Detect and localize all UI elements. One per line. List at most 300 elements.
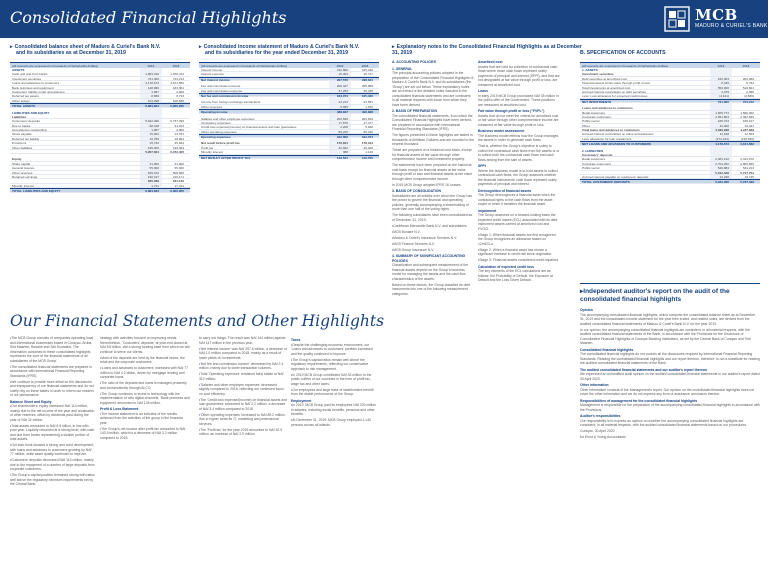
paragraph: • Despite the challenging economic environment, our 'Loans and advances to customers' portfolio increased and the quality continued to improve. xyxy=(291,343,379,357)
paragraph: We expressed an unmodified audit opinion on the audited consolidated financial statements in our auditor's report dated 30 April 2020. xyxy=(580,372,760,381)
paragraph: Management is responsible for the preparation of the accompanying consolidated financial highlights in accordance with the Provisions. xyxy=(580,403,761,412)
section-heading: A. ACCOUNTING POLICIES xyxy=(392,60,436,64)
row-value-current: 176,841 xyxy=(336,141,348,146)
row-label: Due to banks xyxy=(12,123,31,128)
paragraph: The consolidated financial highlights do not contain all the disclosures required by International Financial Reporting Standards. Reading the consolidated financial highlights and our report thereon, therefore, is not a substitute for reading the audited consolidated financial statements of the Bank. xyxy=(580,352,760,365)
row-value-prior: 1,566,302 xyxy=(740,110,754,115)
paragraph: • The Group continues to invest in technology with the implementation of new digital channels. 'Bank premises and equipment' amounted to NAf 149 million. xyxy=(100,392,190,406)
paragraph: In our opinion, the accompanying consolidated financial highlights are consistent, in all material respects, with the audited consolidated financial statements of the Bank, in accordance with the Provisions for the Disclosure of Consolidated Financial Highlights of Curaçao Banking Institutions, as set by the Central Bank of Curaçao and Sint Maarten. xyxy=(580,327,751,345)
paragraph: • We continue to provide more detail on the disclosures and transparency of our financial statements and do not solely rely on these tables in order to inform our readers of our performance. xyxy=(10,380,96,398)
auditor-separator xyxy=(580,283,760,284)
section-heading: The audited consolidated financial statements and our auditor's report thereon xyxy=(580,367,708,372)
row-value-prior: 202,069 xyxy=(742,76,754,81)
table-row xyxy=(199,155,379,159)
row-value-prior: 16,727 xyxy=(363,72,373,77)
row-label: Customers' deposits xyxy=(12,119,40,124)
row-value-current: 190,017 xyxy=(147,174,159,179)
row-label: Minority interest xyxy=(201,150,223,155)
row-label: Profit tax xyxy=(201,145,214,150)
paragraph: Our responsibility is to express an opinion on whether the accompanying consolidated financial highlights are consistent, in all material respects, with the audited consolidated financial statements based on our procedures. xyxy=(580,418,747,427)
paragraph: Classification and subsequent measurement of the financial assets depend on the Group's business model for managing the assets and the cash flow characteristics of the assets. xyxy=(392,263,469,281)
row-label: Corporate customers xyxy=(582,161,611,166)
paragraph: • 'Other operating expenses' increased to NAf 89.2 million, due to higher costs for IT, marketing and professional services. xyxy=(199,413,287,427)
paragraph: • Our employees and large base of stakeholders benefit from the stable performance of the Group. xyxy=(291,388,379,397)
paragraph: Assets that are held for collection of contractual cash flows where those cash flows represent solely payments of principal and interest (SPPI), and that are not designated at fair value through profit or loss, are measured at amortized cost. xyxy=(478,64,560,87)
income-statement-table xyxy=(199,62,379,159)
paragraph: The statements have been prepared on the historical cost basis except for financial assets at fair value through profit or loss and financial assets at fair value through other comprehensive income. xyxy=(392,163,473,181)
row-label: Accrued interest receivables on loans and advances xyxy=(582,132,654,137)
row-value-current: 4,178,673 xyxy=(715,142,729,147)
row-value-prior: 216,171 xyxy=(172,174,184,179)
row-label: Other liabilities xyxy=(12,145,33,150)
statements-col-2 xyxy=(100,336,190,564)
paragraph: for Ernst & Young Accountants xyxy=(580,435,626,439)
row-value-current: 5,612,348 xyxy=(715,170,729,175)
row-value-prior: 315,348 xyxy=(361,68,373,72)
units-note: (All amounts are expressed in thousands of Netherlands Antilles) xyxy=(12,64,99,68)
paragraph: • 'Net fee and commission income' decreased by NAf 2.4 million, mainly due to lower transaction volumes. xyxy=(199,362,287,371)
row-label: Interest income xyxy=(201,68,223,72)
row-value-prior: 203,819 xyxy=(361,116,373,121)
row-value-prior: (148,590) xyxy=(740,136,754,141)
row-value-current: 2,208 xyxy=(340,125,348,130)
row-value-current: 200,327 xyxy=(336,84,348,89)
row-label: Liabilities xyxy=(12,114,27,119)
row-value-current: 1,741 xyxy=(151,183,159,188)
row-label: Net fee and commission income xyxy=(201,93,249,98)
auditor-report-title: ▸Independent auditor's report on the audit of the consolidated financial highlights xyxy=(580,288,730,303)
section-heading: 2. BASIS OF PREPARATION xyxy=(392,109,437,113)
row-value-prior: 5,638 xyxy=(365,125,373,130)
logo-subtitle: MADURO & CURIEL'S BANK N.V. xyxy=(695,23,780,29)
row-value-prior: 190,464 xyxy=(172,145,184,150)
column-year: 2018 xyxy=(361,64,369,68)
paragraph: • Maduro & Curiel's Insurance Services N.V. xyxy=(392,236,474,241)
row-value-current: 16,000 xyxy=(719,123,729,128)
row-label: TOTAL ASSETS xyxy=(12,104,36,109)
paragraph: • Total 'Operating expenses' remained fairly stable at NAf 312 million. xyxy=(199,372,287,381)
row-value-prior: 2,869,565 xyxy=(740,161,754,166)
row-value-current: 1,987 xyxy=(151,89,159,94)
row-label: Accrued interest receivables on debt securities xyxy=(582,89,646,94)
row-label: Operating income xyxy=(201,110,228,115)
section-heading: 3. BASIS OF CONSOLIDATION xyxy=(392,189,441,193)
section-heading: Consolidated financial highlights xyxy=(580,347,634,352)
row-value-prior: 23,551 xyxy=(363,100,373,105)
row-label: Other operating expenses xyxy=(201,129,237,134)
row-value-prior: 811,136 xyxy=(172,179,184,184)
paragraph: The business model reflects how the Group manages the assets in order to generate cash flows. xyxy=(478,133,559,142)
row-value-current: 4,079 xyxy=(721,89,729,94)
row-value-current: 98,318 xyxy=(149,123,159,128)
page-title: Consolidated Financial Highlights xyxy=(10,8,287,27)
paragraph: strategy with activities focused on improving needs. Nevertheless, "Customers' deposits" at year-end closed at NAf 5.6 billion, still a strong funding base from which we will continue to serve our clients. xyxy=(100,336,190,354)
section-heading: 4. SUMMARY OF SIGNIFICANT ACCOUNTING POLICIES xyxy=(392,254,466,263)
row-value-current: 10,048 xyxy=(719,174,729,179)
row-value-current: 388 xyxy=(342,150,348,155)
row-value-current: 553,000 xyxy=(717,85,729,90)
row-value-current: 6,884,834 xyxy=(145,104,159,109)
row-value-prior: 165,430 xyxy=(361,93,373,98)
row-label: Other assets xyxy=(12,98,30,103)
row-value-prior: 17,477 xyxy=(363,120,373,125)
row-value-current: 721,300 xyxy=(717,99,729,104)
paragraph: • Customers' deposits decreased NAf 115 million, mainly due to the repayment of a number of large deposits from corporate customers. xyxy=(10,458,96,472)
row-value-current: 2,551,801 xyxy=(715,114,729,119)
paragraph: Assets that do not meet the criteria for amortized cost or fair value through other comprehensive income are measured at fair value through profit or loss. xyxy=(478,113,559,127)
row-value-current: 104,298 xyxy=(147,98,159,103)
section-heading: Impairment xyxy=(478,208,497,213)
row-label: NET RESULT AFTER PROFIT TAX xyxy=(201,155,251,160)
row-value-current: 312,880 xyxy=(336,68,348,72)
row-label: Public sector xyxy=(582,166,600,171)
row-value-current: 143,521 xyxy=(336,155,348,160)
paragraph: • At December 31, 2019, MCB Group employed 1,140 persons across all islands. xyxy=(291,418,379,427)
row-label: Retail customers xyxy=(582,110,606,115)
row-value-prior: 724,213 xyxy=(172,76,184,81)
section-heading: Employment xyxy=(291,398,312,403)
row-label: Net result before profit tax xyxy=(201,141,240,146)
paragraph: • MCB Bonaire N.V. xyxy=(392,230,474,235)
explanatory-notes-title: ▸ Explanatory notes to the Consolidated Financial Highlights as at December 31, 2019 xyxy=(392,44,582,57)
row-value-prior: 108,838 xyxy=(172,98,184,103)
row-value-current: 1,605,774 xyxy=(715,110,729,115)
paragraph: • The 'Profit tax' for the year 2019 amounted to NAf 32.9 million, an increase of NAf 2.5 million. xyxy=(199,428,287,437)
row-value-current: 160,303 xyxy=(717,76,729,81)
paragraph: Subsidiaries are all entities over which the Group has the power to govern the financial and operating policies, generally accompanying a shareholding of more than one half of the voting rights. xyxy=(392,193,472,211)
row-value-current: 148,996 xyxy=(147,85,159,90)
row-value-current: 2,704,252 xyxy=(715,161,729,166)
row-value-prior: 55,300 xyxy=(174,166,184,171)
row-value-prior: 19,421 xyxy=(744,123,754,128)
row-value-current: 15,732 xyxy=(149,141,159,146)
row-value-prior: 6,900,955 xyxy=(170,104,184,109)
row-value-prior: 2,365 xyxy=(746,89,754,94)
row-value-prior: 5,737,499 xyxy=(740,180,754,185)
row-label: Public sector xyxy=(582,119,600,124)
paragraph: to carry out things. The result was NAf 144 million against NAf 147 million in the previous year. xyxy=(199,336,286,345)
units-note: (All amounts are expressed in thousands of Netherlands Antilles) xyxy=(582,64,669,68)
spec-accounts-table xyxy=(580,62,760,184)
section-heading: Business model assessment xyxy=(478,129,525,133)
paragraph: • Total assets amounted to NAf 6.9 billion, in line with prior year. Liquidity remained at a strong level, with cash and due from banks representing a sizable portion of total assets. xyxy=(10,424,96,442)
row-value-prior: 508,665 xyxy=(172,170,184,175)
row-label: NET INVESTMENTS xyxy=(582,99,612,104)
logo-name: MCB xyxy=(695,6,738,24)
column-year: 2018 xyxy=(172,64,180,68)
paragraph: • 'Loans and advances to customers' increased with NAf 77 million to NAf 4.2 billion, driven by mortgage lending and corporate loans. xyxy=(100,366,190,380)
paragraph: Curaçao, 30 April 2020 xyxy=(580,429,615,433)
row-label: Investment securities xyxy=(12,76,42,81)
section-heading: Auditor's responsibilities xyxy=(580,414,621,418)
section-heading: SPPI xyxy=(478,164,486,168)
row-value-prior: 312,374 xyxy=(361,135,373,140)
row-value-prior: 5,737,499 xyxy=(170,119,184,124)
row-label: Retained earnings xyxy=(12,174,38,179)
row-value-current: 195,300 xyxy=(147,145,159,150)
row-label: Loans and advances to customers xyxy=(582,106,633,111)
row-label: ASSETS xyxy=(12,68,25,72)
row-value-current: 11,618 xyxy=(719,132,729,137)
column-year: 2018 xyxy=(742,64,750,68)
paragraph: • The income statement is an indicator of the results achieved from the activities of the group in the financial year. xyxy=(100,412,190,426)
row-label: Deferred tax assets xyxy=(12,94,39,99)
section-heading: Balance Sheet and Equity xyxy=(10,399,52,404)
row-value-prior: 85,440 xyxy=(363,129,373,134)
paragraph: • Caribbean Mercantile Bank N.V. and subsidiaries xyxy=(392,224,474,229)
table-row xyxy=(580,179,760,183)
section-heading: Profit & Loss Statement xyxy=(100,407,139,411)
row-label: TOTAL CUSTOMERS' DEPOSITS xyxy=(582,180,630,185)
row-value-prior: 516,601 xyxy=(742,85,754,90)
row-value-current: 5,955 xyxy=(340,104,348,109)
row-value-current: 163,074 xyxy=(336,93,348,98)
paragraph: The following subsidiaries have been consolidated as of December 31, 2019: xyxy=(392,213,473,222)
balance-sheet-table xyxy=(10,62,190,193)
spec-accounts-title: B. SPECIFICATION OF ACCOUNTS xyxy=(580,50,666,56)
row-value-prior: 2,462,839 xyxy=(740,114,754,119)
section-heading: Responsibilities of management for the consolidated financial highlights xyxy=(580,398,698,403)
row-value-current: 4,339,298 xyxy=(715,128,729,133)
paragraph: Other information consists of the Management's report. Our opinion on the consolidated financial highlights does not cover the other information and we do not express any form of assurance conclusion thereon. xyxy=(580,387,755,396)
row-value-current: 8,869 xyxy=(151,94,159,99)
paragraph: • The Group's net income after profit tax amounted to NAf 143.5 million, which is a decrease of NAf 3.2 million compared to 2018. xyxy=(100,427,190,441)
paragraph: These are prepared on a historical cost basis, except for financial assets at fair value through other comprehensive income and investment property. xyxy=(392,148,472,161)
row-value-current: 1,803,910 xyxy=(145,72,159,77)
row-label: Investment securities xyxy=(582,72,614,77)
balance-sheet-title: ▸ Consolidated balance sheet of Maduro & Curiel's Bank N.V. and its subsidiaries as at December 31, 2019 xyxy=(10,44,161,57)
row-label: Accrued interest payable on customers' deposits xyxy=(582,174,649,179)
column-year: 2019 xyxy=(336,64,344,68)
row-label: Occupancy expenses xyxy=(201,120,231,125)
paragraph: • The ratio of the deposits and loans is managed prudently and conservatively through ALCO. xyxy=(100,381,190,390)
row-value-prior: (2,586) xyxy=(744,94,754,99)
row-value-prior: 2,900 xyxy=(176,89,184,94)
row-value-prior: 178,314 xyxy=(361,141,373,146)
paragraph: Where the business model is to hold assets to collect contractual cash flows, the Group assesses whether the financial instruments' cash flows represent solely payments of principal and interest. xyxy=(478,168,558,186)
row-label: Financial assets at fair value through profit or loss xyxy=(582,81,651,86)
row-label: Total investments at amortized cost xyxy=(582,85,631,90)
row-label: Corporate customers xyxy=(582,114,611,119)
row-value-current: 10,789 xyxy=(149,136,159,141)
row-value-prior: 31,000 xyxy=(174,161,184,166)
paragraph: • The Group's capital ratios remain well above the regulatory requirements, reflecting our conservative approach to risk management. xyxy=(291,358,379,372)
row-value-current: (4,421) xyxy=(719,94,729,99)
row-value-current: 649,152 xyxy=(147,170,159,175)
paragraph: • In 2019 MCB Group contributed NAf 33 million to the public coffers of our countries in the form of profit tax, wage tax and other taxes. xyxy=(291,373,379,387)
row-value-prior: 1,149 xyxy=(365,150,373,155)
row-label: Acceptances outstanding xyxy=(12,128,47,133)
paragraph: The Group assesses on a forward-looking basis the expected credit losses (ECL) associated with its debt instrument assets carried at amortized cost and FVOCI. xyxy=(478,213,558,231)
paragraph: The key elements of the ECL calculations are as follows: the Probability of Default, the Exposure at Default and the Loss Given Default. xyxy=(478,269,553,282)
row-value-current: 23,213 xyxy=(338,100,348,105)
auditor-report-body xyxy=(580,306,760,564)
row-label: NET LOANS AND ADVANCES TO CUSTOMERS xyxy=(582,142,651,147)
section-heading: Derecognition of financial assets xyxy=(478,188,532,193)
row-value-prior: 5,764 xyxy=(746,81,754,86)
row-value-prior: 4,237,669 xyxy=(740,128,754,133)
row-value-current: 526,884 xyxy=(717,166,729,171)
row-value-current: 31,000 xyxy=(149,161,159,166)
row-value-prior: 6,900,955 xyxy=(170,189,184,194)
row-value-current: 2,381,212 xyxy=(715,157,729,162)
row-value-prior: 298,621 xyxy=(361,77,373,82)
row-label: Total loans and advances to customers xyxy=(582,128,640,133)
row-value-current: 8,339 xyxy=(721,81,729,86)
mcb-emblem-icon xyxy=(664,6,690,32)
paragraph: • MCB Finance Services N.V. xyxy=(392,242,474,247)
paragraph: • Stage 1: When financial assets are first recognized, the Group recognizes an allowance based on 12mECLs. xyxy=(478,233,560,247)
paragraph: The figures presented in these highlights are stated in thousands of Antillean Guilders and are rounded to the nearest thousand. xyxy=(392,133,474,146)
statements-col-3 xyxy=(199,336,287,564)
row-value-prior: 25,844 xyxy=(174,141,184,146)
section-heading: Taxes xyxy=(291,338,301,342)
row-label: Customers' liability under acceptances xyxy=(12,89,65,94)
row-value-prior: 19,745 xyxy=(744,174,754,179)
paragraph: • The 'Credit loss expense/(income) on financial assets and loan guarantees' amounted to NAf 2.2 million, a decrease of NAf 3.4 million compared to 2018. xyxy=(199,398,287,412)
row-value-current: 5,622,396 xyxy=(145,119,159,124)
row-label: Other revenues xyxy=(201,104,223,109)
paragraph: The principal accounting policies adopted in the preparation of the Consolidated Financial Highlights of Maduro & Curiel's Bank N.V. and its subsidiaries (the 'Group') are set out below. These explanatory notes are an extract of the detailed notes included in the consolidated financial statements and are consistent in all material respects with those from which they have been derived. xyxy=(392,71,474,107)
row-label: Less: Loss allowance for expected credit losses xyxy=(582,94,648,99)
paragraph: • Stage 2: When a financial asset has shown a significant increase in credit risk since origination. xyxy=(478,248,560,257)
paragraph: • 'Salaries and other employee expenses' decreased slightly compared to 2018, reflecting our continued focus on cost efficiency. xyxy=(199,383,287,397)
row-value-prior: 91,103 xyxy=(174,123,184,128)
row-value-current: 297,576 xyxy=(336,77,348,82)
row-value-prior: 1,878,413 xyxy=(170,72,184,77)
statements-col-1 xyxy=(10,336,96,564)
section-heading: Fair value through profit or loss ("FVPL") xyxy=(478,109,545,113)
paragraph: The Group derecognizes a financial asset when the contractual rights to the cash flows from the asset expire or when it transfers the financial asset. xyxy=(478,193,556,206)
income-statement-title: ▸ Consolidated income statement of Maduro & Curiel's Bank N.V. and its subsidiaries for the year ended December 31, 2019 xyxy=(199,44,360,57)
row-label: Income from foreign exchange transactions xyxy=(201,100,261,105)
paragraph: In 2019 MCB Group adopted IFRS 16 Leases. xyxy=(392,182,462,187)
explanatory-notes-col-1 xyxy=(392,58,474,563)
row-label: Share capital xyxy=(12,161,31,166)
row-value-prior: 163,381 xyxy=(172,85,184,90)
row-value-prior: 17,414 xyxy=(174,183,184,188)
row-label: Customers' deposits xyxy=(582,153,613,158)
row-value-current: 1,987 xyxy=(151,128,159,133)
row-label: Minority interest xyxy=(12,183,34,188)
row-value-prior: 13,791 xyxy=(174,132,184,137)
row-label: 1. ASSETS xyxy=(582,68,598,72)
paragraph: • The MCB Group consists of companies operating local and international businesses based in Curaçao, Aruba, Sint Maarten, Bonaire and Sint Eustatius. The information contained in these consolidated highlights represents the core of the financial statements of all subsidiaries of the MCB Group. xyxy=(10,336,96,363)
row-value-current: (172,243) xyxy=(715,136,729,141)
row-label: Other xyxy=(582,123,590,128)
row-value-prior: 205,868 xyxy=(361,84,373,89)
row-label: Other reserves xyxy=(12,170,33,175)
statements-col-4 xyxy=(291,336,379,564)
row-value-prior: 40,438 xyxy=(363,88,373,93)
paragraph: In early 2019 MCB Group purchased NAf 35 million in the public offer of the Government. These positions are measured at amortized cost. xyxy=(478,93,559,107)
paragraph: The accompanying consolidated financial highlights, which comprise the consolidated balance sheet as at December 31, 2019 and the consolidated income statement for the year then ended, and related notes, are derived from the audited consolidated financial statements of Maduro & Curiel's Bank N.V. for the year 2019. xyxy=(580,312,756,326)
row-value-current: 925,469 xyxy=(147,179,159,184)
row-label: Salaries and other employee expenses xyxy=(201,116,255,121)
row-label: Operating expenses xyxy=(201,135,231,140)
row-label: 2. LIABILITIES xyxy=(582,148,604,153)
row-value-prior: 12,503 xyxy=(744,132,754,137)
row-value-prior: 10,804 xyxy=(174,136,184,141)
section-heading: 1. GENERAL xyxy=(392,66,413,71)
row-label: Provisions xyxy=(12,141,27,146)
column-year: 2019 xyxy=(147,64,155,68)
paragraph: • MCB Group Insurance N.V. xyxy=(392,248,474,253)
row-value-prior: 8,713 xyxy=(176,94,184,99)
row-value-current: 37,253 xyxy=(338,88,348,93)
row-label: Fee and commission expense xyxy=(201,88,243,93)
row-label: Credit loss expense/(income) on financial assets and loan guarantees xyxy=(201,125,297,130)
table-row xyxy=(10,188,190,192)
row-label: General reserve xyxy=(12,166,35,171)
row-value-current: 5,622,396 xyxy=(715,180,729,185)
column-year: 2019 xyxy=(717,64,725,68)
row-label: Less: allowance for loan impairment xyxy=(582,136,632,141)
row-value-current: 488,847 xyxy=(336,110,348,115)
row-value-current: 32,932 xyxy=(338,145,348,150)
row-value-current: 6,884,834 xyxy=(145,189,159,194)
row-label: Loans and advances to customers xyxy=(12,81,60,86)
section-heading: Other information xyxy=(580,383,609,387)
row-value-current: 312,006 xyxy=(336,135,348,140)
row-label: Fee and commission income xyxy=(201,84,241,89)
section-heading: Loans xyxy=(478,89,488,93)
row-value-prior: 4,101,582 xyxy=(170,81,184,86)
row-value-current: 721,300 xyxy=(147,76,159,81)
row-value-current: 5,957,624 xyxy=(145,150,159,155)
row-value-current: 202,699 xyxy=(336,116,348,121)
row-value-prior: 6,072,405 xyxy=(170,150,184,155)
row-value-current: 89,220 xyxy=(338,129,348,134)
units-note: (All amounts are expressed in thousands of Netherlands Antilles) xyxy=(201,64,288,68)
row-label: Retail customers xyxy=(582,157,606,162)
row-value-prior: 146,765 xyxy=(361,155,373,160)
explanatory-notes-col-2 xyxy=(478,58,560,563)
paragraph: • Stage 3: Financial assets considered credit-impaired. xyxy=(478,258,560,263)
row-value-prior: 4,101,582 xyxy=(740,142,754,147)
row-label: Debt securities at amortized cost xyxy=(582,76,627,81)
row-label: Taxes payable xyxy=(12,132,32,137)
section-heading: Calculation of expected credit loss xyxy=(478,264,534,269)
row-value-prior: 490,688 xyxy=(361,110,373,115)
row-value-current: 17,879 xyxy=(338,120,348,125)
paragraph: The consolidated financial statements, from which the Consolidated Financial Highlights have been derived, are prepared in accordance with International Financial Reporting Standards (IFRS). xyxy=(392,113,473,131)
row-label: Interest expense xyxy=(201,72,224,77)
paragraph: • In 2019, MCB Group paid its employees NAf 203 million in salaries, including social benefits, pensions and other benefits. xyxy=(291,403,379,417)
row-value-current: 15,304 xyxy=(338,72,348,77)
section-heading: Opinion xyxy=(580,308,593,312)
paragraph: • 'Net interest income' was NAf 297.6 million, a decrease of NAf 1.0 million compared to 2018, mainly as a result of lower yields on investments. xyxy=(199,347,287,361)
row-value-current: 55,300 xyxy=(149,166,159,171)
row-value-prior: 2,900 xyxy=(176,128,184,133)
row-label: Cash and due from banks xyxy=(12,72,48,77)
paragraph: • Our loan book showed a strong and solid development, with loans and advances to customers growing by NAf 77 million, while asset quality continued to improve. xyxy=(10,443,96,457)
row-value-prior: 724,213 xyxy=(742,99,754,104)
paragraph: • The Group's capital position remained strong with ratios well above the regulatory minimum requirements set by the Central Bank. xyxy=(10,473,96,487)
header-band xyxy=(0,0,780,38)
paragraph: • Most of the deposits are held by the financial sector, the retail and the corporate customers. xyxy=(100,356,190,365)
row-label: LIABILITIES AND EQUITY xyxy=(12,110,50,115)
section-heading: Amortized cost xyxy=(478,60,503,64)
row-value-prior: 5,717,754 xyxy=(740,170,754,175)
row-label: Bank premises and equipment xyxy=(12,85,54,90)
row-value-prior: 189,107 xyxy=(742,119,754,124)
row-value-prior: 1,150 xyxy=(365,104,373,109)
row-label: TOTAL LIABILITIES AND EQUITY xyxy=(12,189,61,194)
statements-title: Our Financial Statements and Other Highlights xyxy=(10,312,385,330)
paragraph: That is, whether the Group's objective is solely to collect the contractual cash flows from the assets or is to collect both the contractual cash flows and cash flows arising from the sale of assets. xyxy=(478,144,560,162)
row-value-current: 15,062 xyxy=(149,132,159,137)
